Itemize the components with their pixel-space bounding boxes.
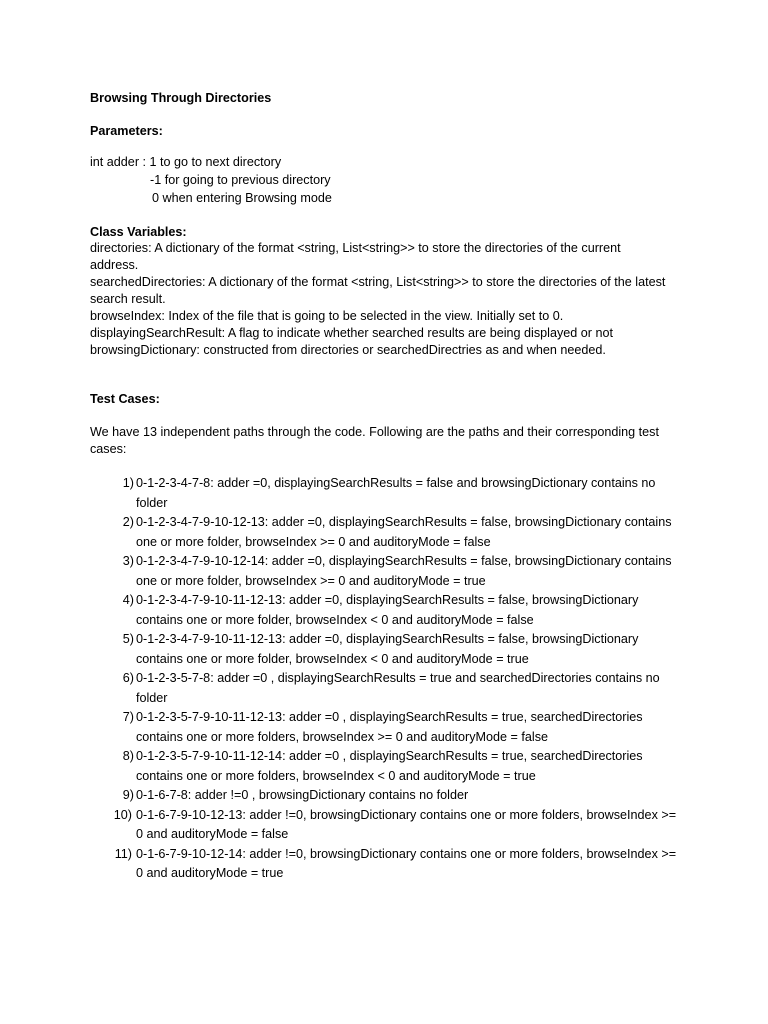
list-item: [110, 806, 678, 845]
param-line-2: -1 for going to previous directory: [150, 173, 331, 187]
test-cases-intro: We have 13 independent paths through the code. Following are the paths and their corresponding test cases:: [90, 425, 659, 456]
list-item-text: 0-1-2-3-4-7-9-10-12-14: adder =0, displayingSearchResults = false, browsingDictionary contains one or more folder, browseIndex >= 0 and auditoryMode = true: [136, 554, 672, 588]
list-item-text: 0-1-2-3-4-7-9-10-11-12-13: adder =0, displayingSearchResults = false, browsingDictionary contains one or more folder, browseIndex < 0 and auditoryMode = true: [136, 632, 639, 666]
list-item: [110, 845, 678, 884]
list-item-text: 0-1-2-3-5-7-8: adder =0 , displayingSearchResults = true and searchedDirectories contains no folder: [136, 671, 660, 705]
list-item-text: 0-1-6-7-9-10-12-14: adder !=0, browsingDictionary contains one or more folders, browseIndex >= 0 and auditoryMode = true: [136, 846, 677, 880]
test-cases-heading: Test Cases:: [90, 392, 160, 406]
class-variables-block: [90, 240, 672, 359]
list-item-text: 0-1-6-7-9-10-12-13: adder !=0, browsingDictionary contains one or more folders, browseIndex >= 0 and auditoryMode = false: [136, 807, 677, 841]
list-item-number: 2): [122, 515, 134, 529]
list-item-text: 0-1-2-3-4-7-8: adder =0, displayingSearchResults = false and browsingDictionary contains no folder: [136, 476, 656, 510]
list-item-number: 5): [122, 632, 134, 646]
list-item: [110, 786, 678, 806]
list-item-number: 10): [113, 807, 132, 822]
parameters-heading: Parameters:: [90, 124, 163, 138]
list-item-number: 7): [122, 710, 134, 724]
class-variables-heading: Class Variables:: [90, 225, 187, 239]
list-item-number: 9): [122, 788, 134, 802]
list-item-number: 6): [122, 671, 134, 685]
class-var-searched-directories: searchedDirectories: A dictionary of the format <string, List<string>> to store the directories of the latest search result.: [90, 275, 666, 306]
list-item-number: 4): [122, 593, 134, 607]
class-var-browsing-dictionary: browsingDictionary: constructed from directories or searchedDirectries as and when needed.: [90, 343, 606, 357]
class-var-browse-index: browseIndex: Index of the file that is going to be selected in the view. Initially set to 0.: [90, 309, 564, 323]
list-item: [110, 591, 678, 630]
list-item: [110, 747, 678, 786]
list-item-text: 0-1-6-7-8: adder !=0 , browsingDictionary contains no folder: [136, 788, 469, 802]
list-item: [110, 474, 678, 513]
test-case-list: [110, 474, 678, 884]
document-title: Browsing Through Directories: [90, 91, 272, 105]
list-item-text: 0-1-2-3-4-7-9-10-12-13: adder =0, displayingSearchResults = false, browsingDictionary contains one or more folder, browseIndex >= 0 and auditoryMode = false: [136, 515, 672, 549]
list-item-number: 11): [114, 846, 132, 861]
class-var-directories: directories: A dictionary of the format <string, List<string>> to store the directories of the current address.: [90, 241, 621, 272]
list-item: [110, 552, 678, 591]
list-item-number: 3): [122, 554, 134, 568]
param-line-3: 0 when entering Browsing mode: [152, 191, 332, 205]
class-var-displaying-search-result: displayingSearchResult: A flag to indicate whether searched results are being displayed or not: [90, 326, 613, 340]
list-item-number: 1): [122, 476, 134, 490]
list-item: [110, 669, 678, 708]
list-item: [110, 513, 678, 552]
parameters-block: [90, 153, 332, 207]
list-item-number: 8): [122, 749, 134, 763]
list-item-text: 0-1-2-3-4-7-9-10-11-12-13: adder =0, displayingSearchResults = false, browsingDictionary contains one or more folder, browseIndex < 0 and auditoryMode = false: [136, 593, 639, 627]
param-line-1: int adder : 1 to go to next directory: [90, 155, 282, 169]
list-item: [110, 708, 678, 747]
list-item-text: 0-1-2-3-5-7-9-10-11-12-14: adder =0 , displayingSearchResults = true, searchedDirectories contains one or more folders, browseIndex < 0 and auditoryMode = true: [136, 749, 643, 783]
list-item: [110, 630, 678, 669]
list-item-text: 0-1-2-3-5-7-9-10-11-12-13: adder =0 , displayingSearchResults = true, searchedDirectories contains one or more folders, browseIndex >= 0 and auditoryMode = false: [136, 710, 643, 744]
